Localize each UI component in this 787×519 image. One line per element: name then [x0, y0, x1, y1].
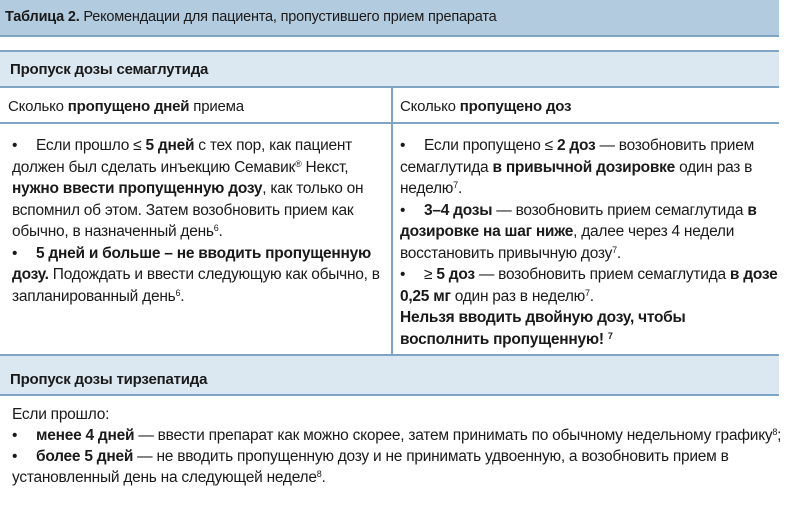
tirzepatide-recommendations: [12, 404, 782, 488]
column-divider: [391, 86, 393, 354]
list-item: • более 5 дней — не вводить пропущенную дозу и не принимать удвоенную, а возобновить прием в установленный день на следующей неделе$^8$.: [12, 448, 729, 486]
doses-missed-cell: [400, 135, 778, 350]
section-heading-semaglutide: Пропуск дозы семаглутида: [0, 50, 779, 86]
section-heading-tirzepatide: Пропуск дозы тирзепатида: [0, 354, 779, 396]
list-item: • менее 4 дней — ввести препарат как можно скорее, затем принимать по обычному недельному графику$^8$;: [12, 427, 782, 444]
table-caption: Рекомендации для пациента, пропустившего прием препарата: [83, 9, 497, 25]
list-item: • Если пропущено ≤ 2 доз — возобновить прием семаглутида в привычной дозировке один раз в неделю$^7$.: [400, 137, 754, 197]
table-number: Таблица 2.: [5, 9, 80, 25]
days-missed-cell: [12, 135, 384, 307]
column-header-days: Сколько пропущено дней приема: [0, 86, 392, 124]
list-item: • Если прошло ≤ 5 дней с тех пор, как пациент должен был сделать инъекцию Семавик® Некст, нужно ввести пропущенную дозу, как только он вспомнил об этом. Затем возобновить прием как обычно, в назначенный день$^6$.: [12, 137, 364, 240]
list-item: • 5 дней и больше – не вводить пропущенную дозу. Подождать и ввести следующую как обычно, в запланированный день$^6$.: [12, 244, 380, 305]
double-dose-warning: Нельзя вводить двойную дозу, чтобы восполнить пропущенную! $^7$: [400, 309, 686, 348]
table-title: [0, 0, 779, 37]
list-item: • 3–4 дозы — возобновить прием семаглутида в дозировке на шаг ниже, далее через 4 недели восстановить привычную дозу$^7$.: [400, 201, 757, 262]
list-item: • ≥ 5 доз — возобновить прием семаглутида в дозе 0,25 мг один раз в неделю$^7$.: [400, 266, 778, 305]
intro-text: Если прошло:: [12, 406, 110, 423]
column-header-doses: Сколько пропущено доз: [392, 86, 779, 124]
